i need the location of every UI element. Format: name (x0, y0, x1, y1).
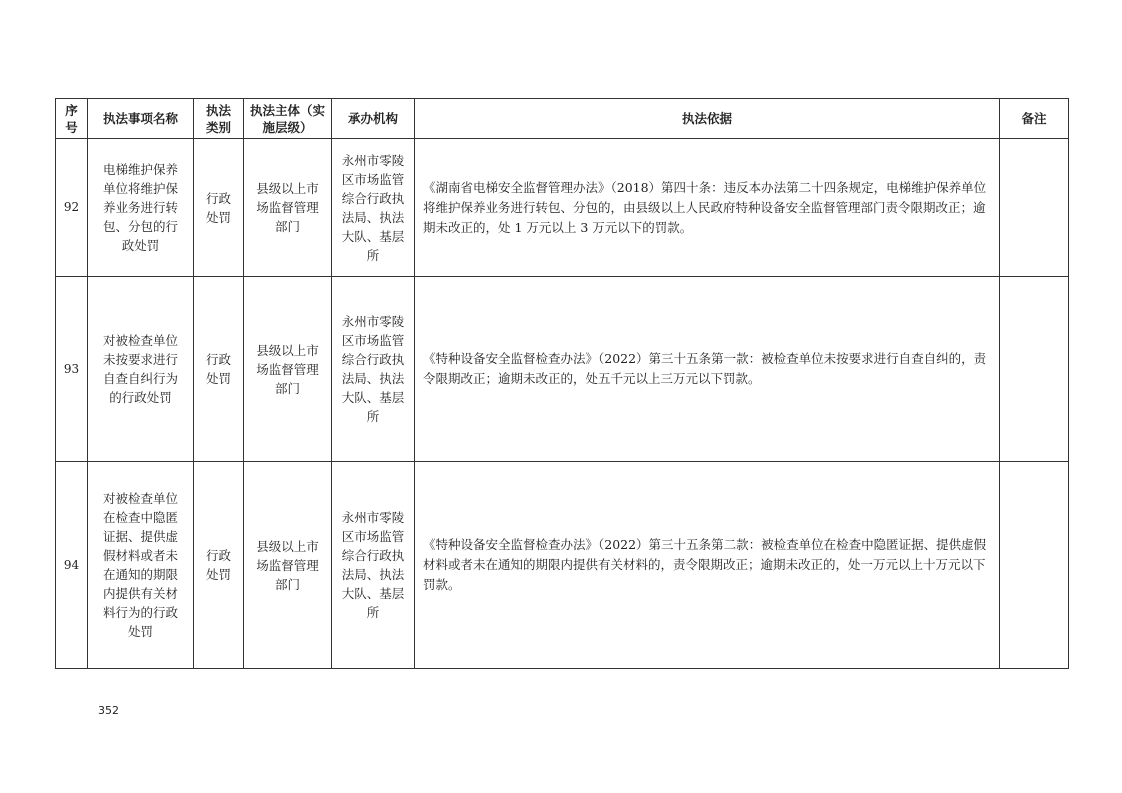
table-header-row (56, 99, 1069, 139)
enforcement-items-table (55, 98, 1069, 669)
row-legal-basis: 《湖南省电梯安全监督管理办法》（2018）第四十条：违反本办法第二十四条规定，电梯维护保养单位将维护保养业务进行转包、分包的，由县级以上人民政府特种设备安全监督管理部门责令限期改正；逾期未改正的，处 1 万元以上 3 万元以下的罚款。 (415, 139, 1000, 277)
row-category: 行政处罚 (194, 277, 244, 462)
row-subject: 县级以上市场监督管理部门 (244, 139, 332, 277)
row-remark (1000, 277, 1069, 462)
row-department: 永州市零陵区市场监管综合行政执法局、执法大队、基层所 (332, 139, 415, 277)
row-subject: 县级以上市场监督管理部门 (244, 462, 332, 669)
header-department: 承办机构 (332, 99, 415, 139)
row-category: 行政处罚 (194, 462, 244, 669)
header-subject: 执法主体（实施层级） (244, 99, 332, 139)
row-subject: 县级以上市场监督管理部门 (244, 277, 332, 462)
row-department: 永州市零陵区市场监管综合行政执法局、执法大队、基层所 (332, 277, 415, 462)
row-department: 永州市零陵区市场监管综合行政执法局、执法大队、基层所 (332, 462, 415, 669)
header-category: 执法类别 (194, 99, 244, 139)
row-legal-basis: 《特种设备安全监督检查办法》（2022）第三十五条第二款：被检查单位在检查中隐匿证据、提供虚假材料或者未在通知的期限内提供有关材料的，责令限期改正；逾期未改正的，处一万元以上十万元以下罚款。 (415, 462, 1000, 669)
row-category: 行政处罚 (194, 139, 244, 277)
table-row (56, 139, 1069, 277)
row-remark (1000, 139, 1069, 277)
row-legal-basis: 《特种设备安全监督检查办法》（2022）第三十五条第一款：被检查单位未按要求进行自查自纠的，责令限期改正；逾期未改正的，处五千元以上三万元以下罚款。 (415, 277, 1000, 462)
row-item-name: 对被检查单位在检查中隐匿证据、提供虚假材料或者未在通知的期限内提供有关材料行为的行政处罚 (88, 462, 194, 669)
header-item-name: 执法事项名称 (88, 99, 194, 139)
row-seq: 92 (56, 139, 88, 277)
row-seq: 93 (56, 277, 88, 462)
table-row (56, 462, 1069, 669)
header-remark: 备注 (1000, 99, 1069, 139)
table-row (56, 277, 1069, 462)
header-seq: 序号 (56, 99, 88, 139)
page-number: 352 (98, 704, 119, 717)
enforcement-table-container (55, 98, 1068, 669)
header-legal-basis: 执法依据 (415, 99, 1000, 139)
row-item-name: 对被检查单位未按要求进行自查自纠行为的行政处罚 (88, 277, 194, 462)
row-item-name: 电梯维护保养单位将维护保养业务进行转包、分包的行政处罚 (88, 139, 194, 277)
row-remark (1000, 462, 1069, 669)
row-seq: 94 (56, 462, 88, 669)
